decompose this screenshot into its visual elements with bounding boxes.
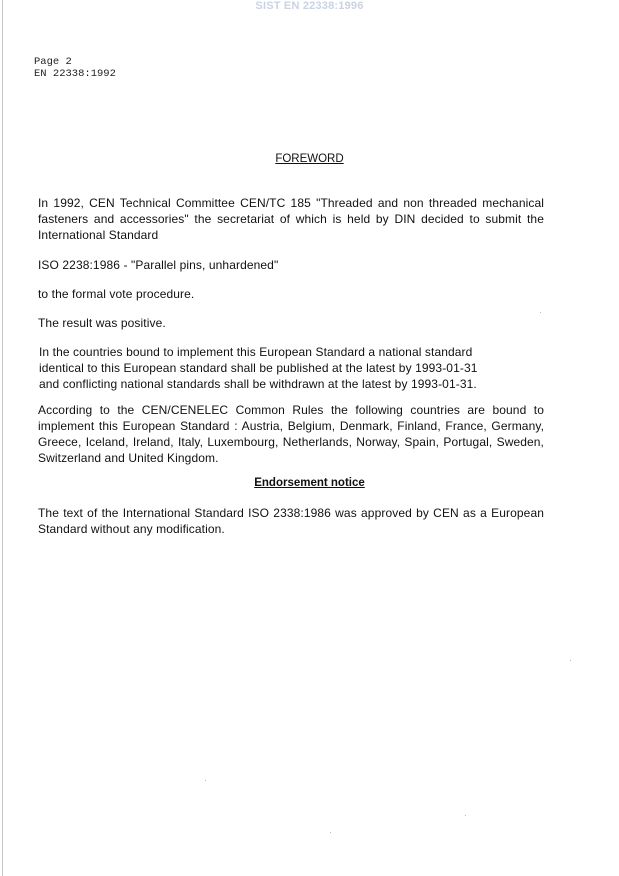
- foreword-paragraph-6: According to the CEN/CENELEC Common Rules the following countries are bound to implement this European Standard : Austria, Belgium, Denmark, Finland, France, Germany, Greece, Iceland, Ireland, Italy, Luxembourg, Netherlands, Norway, Spain, Portugal, Sweden, Switzerland and United Kingdom.: [38, 403, 544, 465]
- foreword-paragraph-1: In 1992, CEN Technical Committee CEN/TC 185 "Threaded and non threaded mechanical fasteners and accessories" the secretariat of which is held by DIN decided to submit the International Standard: [38, 196, 544, 242]
- foreword-paragraph-2: ISO 2238:1986 - "Parallel pins, unhardened": [38, 258, 279, 272]
- foreword-paragraph-3: to the formal vote procedure.: [38, 287, 195, 301]
- page-edge: [2, 0, 3, 876]
- paragraph-5-line-3: and conflicting national standards shall be withdrawn at the latest by 1993-01-31.: [39, 377, 477, 391]
- page-header: [34, 56, 116, 80]
- paragraph-5-line-2: identical to this European standard shall be published at the latest by 1993-01-31: [39, 361, 478, 375]
- scan-speck: [330, 832, 331, 833]
- document-id: EN 22338:1992: [34, 68, 116, 80]
- page-number: Page 2: [34, 56, 72, 68]
- endorsement-text: The text of the International Standard ISO 2338:1986 was approved by CEN as a European Standard without any modification.: [38, 506, 544, 536]
- foreword-paragraph-4: The result was positive.: [38, 316, 166, 330]
- endorsement-title: Endorsement notice: [254, 477, 365, 489]
- foreword-paragraph-5: [39, 344, 545, 392]
- paragraph-5-line-1: In the countries bound to implement this European Standard a national standard: [39, 345, 473, 359]
- scan-speck: [205, 780, 206, 781]
- scan-speck: [465, 815, 466, 816]
- foreword-title: FOREWORD: [275, 153, 344, 165]
- scan-speck: [570, 660, 571, 661]
- scan-speck: [540, 312, 541, 313]
- watermark: SIST EN 22338:1996: [255, 0, 364, 12]
